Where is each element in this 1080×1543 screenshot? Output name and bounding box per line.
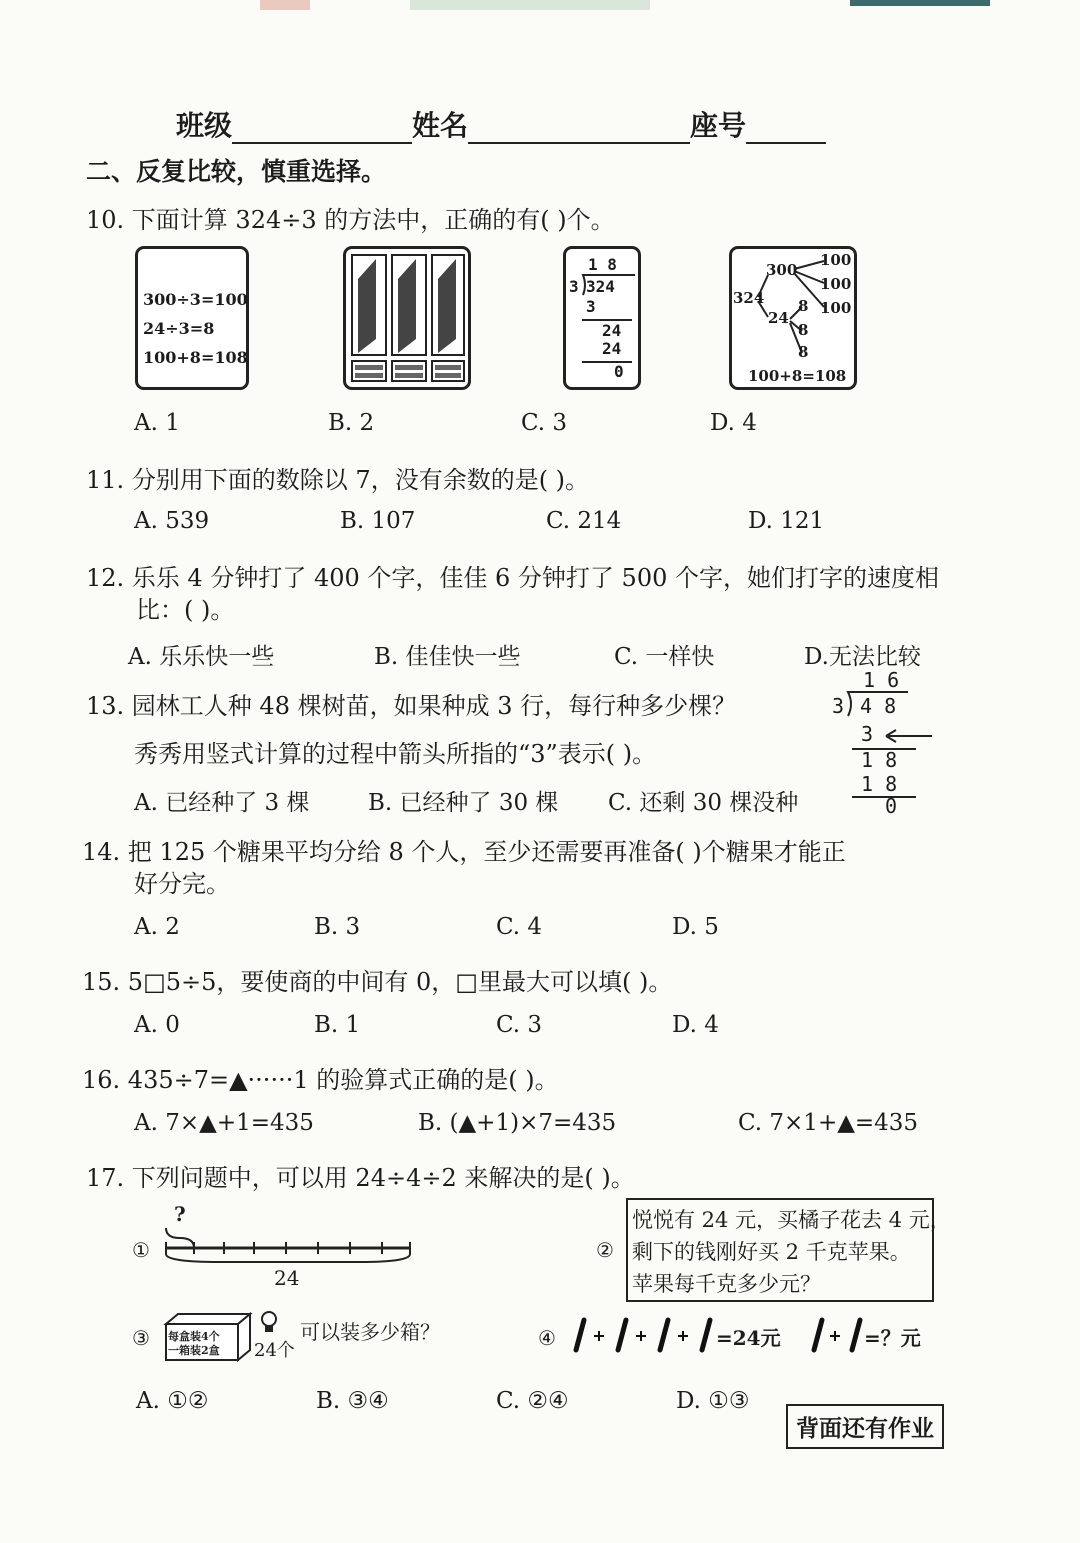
- p1-question-mark: ?: [174, 1202, 186, 1226]
- card-c-step: 24: [602, 321, 622, 340]
- card-c-quotient: 1 8: [588, 255, 617, 274]
- q13-step: 1 8: [861, 748, 898, 772]
- p2-number: ②: [596, 1238, 614, 1262]
- tree-result: 100+8=108: [748, 367, 847, 385]
- q11-option-c[interactable]: C. 214: [546, 508, 622, 534]
- q14-option-d[interactable]: D. 5: [672, 914, 719, 940]
- tree-leaf: 8: [798, 343, 809, 361]
- q10-stem: 10. 下面计算 324÷3 的方法中，正确的有( )个。: [86, 206, 615, 234]
- p4-number: ④: [538, 1326, 556, 1350]
- q12-line2: 比：( )。: [136, 596, 235, 624]
- q12-option-c[interactable]: C. 一样快: [614, 644, 715, 670]
- card-c-dividend: 324: [586, 277, 615, 296]
- tree-leaf: 100: [820, 275, 852, 293]
- p4-sticks-figure: [566, 1314, 716, 1356]
- q14-line1: 14. 把 125 个糖果平均分给 8 个人，至少还需要再准备( )个糖果才能正: [82, 838, 846, 866]
- q17-option-c[interactable]: C. ②④: [496, 1388, 569, 1414]
- q13-dividend: 4 8: [860, 694, 897, 718]
- tree-leaf: 100: [820, 299, 852, 317]
- q11-option-d[interactable]: D. 121: [748, 508, 825, 534]
- q13-option-c[interactable]: C. 还剩 30 棵没种: [608, 790, 799, 816]
- tree-node: 24: [768, 309, 789, 327]
- q16-stem: 16. 435÷7=▲······1 的验算式正确的是( )。: [82, 1066, 559, 1094]
- q17-stem: 17. 下列问题中，可以用 24÷4÷2 来解决的是( )。: [86, 1164, 635, 1192]
- q14-option-c[interactable]: C. 4: [496, 914, 543, 940]
- q17-option-d[interactable]: D. ①③: [676, 1388, 750, 1414]
- q14-line2: 好分完。: [134, 870, 230, 898]
- q16-option-b[interactable]: B. (▲+1)×7=435: [418, 1110, 617, 1136]
- class-label: 班级: [176, 109, 233, 142]
- p4-sticks-figure-2: [804, 1314, 864, 1356]
- back-page-note: 背面还有作业: [786, 1404, 944, 1449]
- lightbulb-icon: [258, 1310, 280, 1336]
- q13-line2: 秀秀用竖式计算的过程中箭头所指的“3”表示( )。: [134, 740, 657, 768]
- q11-option-b[interactable]: B. 107: [340, 508, 416, 534]
- q13-step: 1 8: [861, 772, 898, 796]
- card-a-line: 100+8=108: [143, 348, 248, 367]
- p1-total: 24: [274, 1266, 300, 1290]
- q15-option-b[interactable]: B. 1: [314, 1012, 361, 1038]
- q15-stem: 15. 5□5÷5，要使商的中间有 0，□里最大可以填( )。: [82, 968, 673, 996]
- q10-card-d: [729, 246, 857, 390]
- q12-option-b[interactable]: B. 佳佳快一些: [374, 644, 521, 670]
- q14-option-b[interactable]: B. 3: [314, 914, 361, 940]
- seat-label: 座号: [690, 109, 747, 142]
- card-c-step: 3: [586, 297, 596, 316]
- tree-leaf: 8: [798, 321, 809, 339]
- q12-line1: 12. 乐乐 4 分钟打了 400 个字，佳佳 6 分钟打了 500 个字，她们打字的速度相: [86, 564, 939, 592]
- p3-count: 24个: [254, 1340, 295, 1361]
- ten-rods: [352, 361, 464, 381]
- arrow-left-icon: [882, 728, 934, 744]
- p1-line-segment-figure: [160, 1224, 416, 1264]
- section-title: 二、反复比较，慎重选择。: [86, 157, 387, 186]
- card-a-line: 24÷3=8: [143, 319, 215, 338]
- p2-line: 苹果每千克多少元？: [632, 1272, 821, 1296]
- p3-question: 可以装多少箱？: [300, 1320, 440, 1344]
- q13-option-b[interactable]: B. 已经种了 30 棵: [368, 790, 559, 816]
- p1-number: ①: [132, 1238, 150, 1262]
- q12-option-a[interactable]: A. 乐乐快一些: [128, 644, 275, 670]
- tree-node: 300: [766, 261, 798, 279]
- q16-option-c[interactable]: C. 7×1+▲=435: [738, 1110, 919, 1136]
- p2-line: 悦悦有 24 元，买橘子花去 4 元，: [632, 1208, 951, 1232]
- top-decoration: [850, 0, 990, 6]
- q17-option-a[interactable]: A. ①②: [136, 1388, 209, 1414]
- q10-option-b[interactable]: B. 2: [328, 410, 375, 436]
- tree-leaf: 100: [820, 251, 852, 269]
- p2-word-problem-box: [626, 1198, 951, 1302]
- q10-option-d[interactable]: D. 4: [710, 410, 757, 436]
- card-c-divisor: 3: [569, 277, 579, 296]
- q11-stem: 11. 分别用下面的数除以 7，没有余数的是( )。: [86, 466, 590, 494]
- p3-box-label: 一箱装2盒: [168, 1344, 220, 1357]
- top-decoration: [260, 0, 310, 10]
- p4-equation-unknown: =？元: [864, 1326, 921, 1350]
- q10-card-b: [343, 246, 471, 390]
- q13-step: 0: [885, 794, 898, 818]
- top-decoration: [410, 0, 650, 10]
- q15-option-a[interactable]: A. 0: [134, 1012, 180, 1038]
- class-field[interactable]: [232, 114, 412, 144]
- tree-leaf: 8: [798, 297, 809, 315]
- q14-option-a[interactable]: A. 2: [134, 914, 180, 940]
- q13-quotient: 1 6: [863, 668, 900, 692]
- q10-option-c[interactable]: C. 3: [521, 410, 568, 436]
- q16-option-a[interactable]: A. 7×▲+1=435: [134, 1110, 314, 1136]
- q10-card-c: [563, 246, 641, 390]
- p3-box-label: 每盒装4个: [168, 1330, 220, 1343]
- base-ten-blocks-figure: [346, 249, 468, 387]
- name-field[interactable]: [468, 114, 690, 144]
- q13-option-a[interactable]: A. 已经种了 3 棵: [134, 790, 310, 816]
- card-c-step: 0: [614, 362, 624, 381]
- p3-number: ③: [132, 1326, 150, 1350]
- seat-field[interactable]: [746, 114, 826, 144]
- q13-line1: 13. 园林工人种 48 棵树苗，如果种成 3 行，每行种多少棵？: [86, 692, 737, 720]
- q11-option-a[interactable]: A. 539: [134, 508, 210, 534]
- card-a-line: 300÷3=100: [143, 290, 248, 309]
- q10-option-a[interactable]: A. 1: [134, 410, 180, 436]
- q12-option-d[interactable]: D.无法比较: [804, 644, 921, 670]
- hundred-flat: [352, 255, 464, 355]
- p4-equation-total: =24元: [716, 1326, 781, 1350]
- p2-line: 剩下的钱刚好买 2 千克苹果。: [632, 1240, 911, 1264]
- header-row: [176, 104, 826, 144]
- q15-option-d[interactable]: D. 4: [672, 1012, 719, 1038]
- q13-long-division: [830, 668, 940, 818]
- q17-option-b[interactable]: B. ③④: [316, 1388, 389, 1414]
- q13-divisor: 3: [832, 694, 845, 718]
- card-c-step: 24: [602, 339, 622, 358]
- q15-option-c[interactable]: C. 3: [496, 1012, 543, 1038]
- q13-arrow-target: 3: [861, 722, 874, 746]
- tree-root: 324: [733, 289, 765, 307]
- q10-card-a: [135, 246, 249, 390]
- name-label: 姓名: [412, 109, 469, 142]
